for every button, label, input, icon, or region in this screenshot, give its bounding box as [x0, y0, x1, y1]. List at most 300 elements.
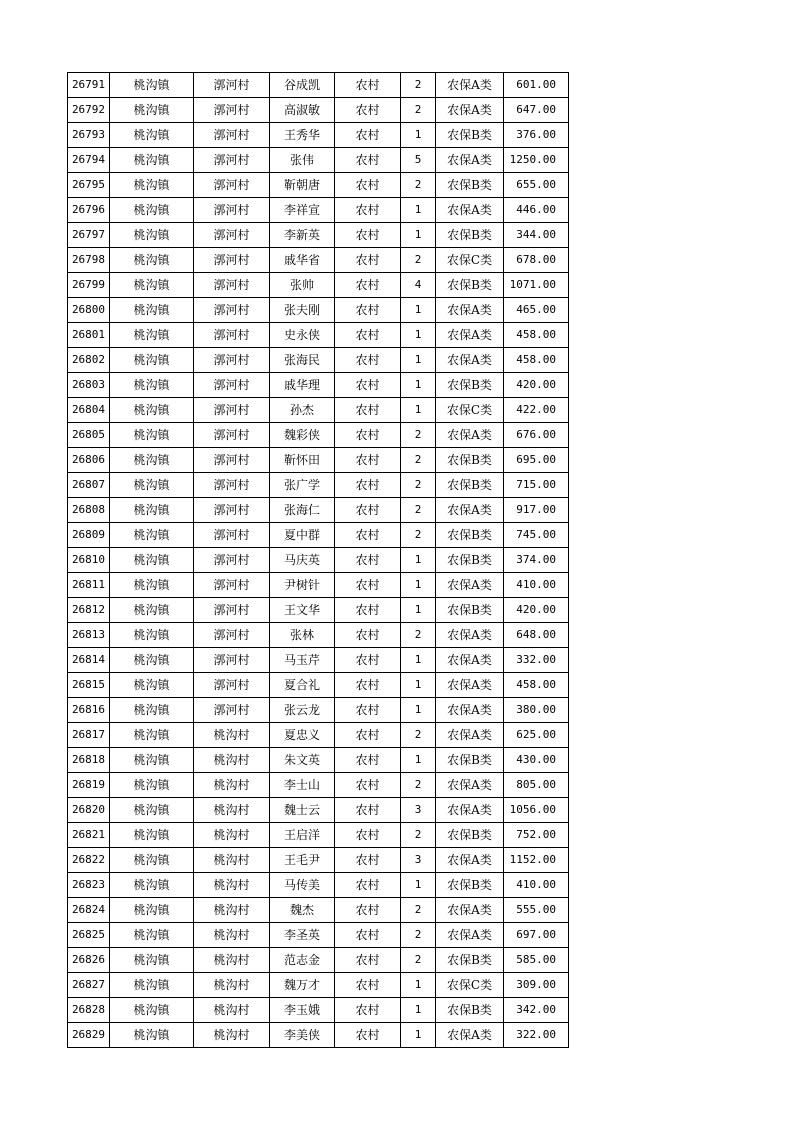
name-cell: 史永侠 [270, 323, 335, 348]
table-row [68, 348, 569, 373]
household-count-cell: 2 [401, 73, 436, 98]
name-cell: 王文华 [270, 598, 335, 623]
town-cell: 桃沟镇 [110, 173, 194, 198]
area-type-cell: 农村 [335, 648, 401, 673]
town-cell: 桃沟镇 [110, 998, 194, 1023]
name-cell: 王毛尹 [270, 848, 335, 873]
table-row [68, 373, 569, 398]
household-count-cell: 5 [401, 148, 436, 173]
record-id-cell: 26802 [68, 348, 110, 373]
village-cell: 漷河村 [194, 648, 270, 673]
category-cell: 农保B类 [436, 223, 504, 248]
area-type-cell: 农村 [335, 423, 401, 448]
amount-cell: 697.00 [504, 923, 569, 948]
data-table [67, 72, 569, 1048]
amount-cell: 676.00 [504, 423, 569, 448]
category-cell: 农保A类 [436, 923, 504, 948]
village-cell: 漷河村 [194, 98, 270, 123]
name-cell: 夏合礼 [270, 673, 335, 698]
category-cell: 农保B类 [436, 598, 504, 623]
category-cell: 农保A类 [436, 773, 504, 798]
area-type-cell: 农村 [335, 1023, 401, 1048]
record-id-cell: 26817 [68, 723, 110, 748]
area-type-cell: 农村 [335, 398, 401, 423]
village-cell: 漷河村 [194, 248, 270, 273]
amount-cell: 446.00 [504, 198, 569, 223]
town-cell: 桃沟镇 [110, 923, 194, 948]
record-id-cell: 26828 [68, 998, 110, 1023]
household-count-cell: 1 [401, 998, 436, 1023]
category-cell: 农保A类 [436, 148, 504, 173]
area-type-cell: 农村 [335, 448, 401, 473]
village-cell: 漷河村 [194, 348, 270, 373]
amount-cell: 625.00 [504, 723, 569, 748]
record-id-cell: 26823 [68, 873, 110, 898]
amount-cell: 648.00 [504, 623, 569, 648]
area-type-cell: 农村 [335, 548, 401, 573]
record-id-cell: 26816 [68, 698, 110, 723]
name-cell: 张海仁 [270, 498, 335, 523]
name-cell: 尹树针 [270, 573, 335, 598]
household-count-cell: 4 [401, 273, 436, 298]
table-row [68, 1023, 569, 1048]
amount-cell: 917.00 [504, 498, 569, 523]
table-row [68, 698, 569, 723]
amount-cell: 458.00 [504, 348, 569, 373]
amount-cell: 1056.00 [504, 798, 569, 823]
household-count-cell: 2 [401, 448, 436, 473]
record-id-cell: 26822 [68, 848, 110, 873]
household-count-cell: 2 [401, 623, 436, 648]
category-cell: 农保B类 [436, 823, 504, 848]
amount-cell: 678.00 [504, 248, 569, 273]
name-cell: 李新英 [270, 223, 335, 248]
household-count-cell: 2 [401, 523, 436, 548]
town-cell: 桃沟镇 [110, 948, 194, 973]
area-type-cell: 农村 [335, 623, 401, 648]
household-count-cell: 1 [401, 973, 436, 998]
village-cell: 漷河村 [194, 598, 270, 623]
amount-cell: 1250.00 [504, 148, 569, 173]
area-type-cell: 农村 [335, 998, 401, 1023]
table-row [68, 398, 569, 423]
town-cell: 桃沟镇 [110, 973, 194, 998]
amount-cell: 374.00 [504, 548, 569, 573]
record-id-cell: 26812 [68, 598, 110, 623]
area-type-cell: 农村 [335, 598, 401, 623]
town-cell: 桃沟镇 [110, 323, 194, 348]
table-row [68, 648, 569, 673]
name-cell: 范志金 [270, 948, 335, 973]
town-cell: 桃沟镇 [110, 623, 194, 648]
category-cell: 农保B类 [436, 123, 504, 148]
household-count-cell: 2 [401, 248, 436, 273]
record-id-cell: 26798 [68, 248, 110, 273]
table-row [68, 998, 569, 1023]
village-cell: 漷河村 [194, 223, 270, 248]
name-cell: 李圣英 [270, 923, 335, 948]
household-count-cell: 1 [401, 1023, 436, 1048]
name-cell: 戚华理 [270, 373, 335, 398]
area-type-cell: 农村 [335, 173, 401, 198]
area-type-cell: 农村 [335, 798, 401, 823]
table-row [68, 548, 569, 573]
area-type-cell: 农村 [335, 498, 401, 523]
record-id-cell: 26821 [68, 823, 110, 848]
amount-cell: 420.00 [504, 598, 569, 623]
amount-cell: 555.00 [504, 898, 569, 923]
amount-cell: 410.00 [504, 873, 569, 898]
category-cell: 农保B类 [436, 173, 504, 198]
village-cell: 桃沟村 [194, 973, 270, 998]
town-cell: 桃沟镇 [110, 873, 194, 898]
name-cell: 张伟 [270, 148, 335, 173]
amount-cell: 752.00 [504, 823, 569, 848]
area-type-cell: 农村 [335, 948, 401, 973]
area-type-cell: 农村 [335, 723, 401, 748]
village-cell: 桃沟村 [194, 823, 270, 848]
record-id-cell: 26826 [68, 948, 110, 973]
table-row [68, 298, 569, 323]
household-count-cell: 1 [401, 648, 436, 673]
name-cell: 朱文英 [270, 748, 335, 773]
household-count-cell: 1 [401, 748, 436, 773]
record-id-cell: 26797 [68, 223, 110, 248]
table-row [68, 598, 569, 623]
area-type-cell: 农村 [335, 123, 401, 148]
household-count-cell: 2 [401, 923, 436, 948]
village-cell: 桃沟村 [194, 898, 270, 923]
household-count-cell: 2 [401, 823, 436, 848]
record-id-cell: 26805 [68, 423, 110, 448]
household-count-cell: 1 [401, 873, 436, 898]
name-cell: 张云龙 [270, 698, 335, 723]
category-cell: 农保C类 [436, 248, 504, 273]
amount-cell: 585.00 [504, 948, 569, 973]
name-cell: 李美侠 [270, 1023, 335, 1048]
table-row [68, 948, 569, 973]
amount-cell: 332.00 [504, 648, 569, 673]
household-count-cell: 2 [401, 898, 436, 923]
name-cell: 张夫刚 [270, 298, 335, 323]
household-count-cell: 3 [401, 798, 436, 823]
record-id-cell: 26791 [68, 73, 110, 98]
town-cell: 桃沟镇 [110, 348, 194, 373]
name-cell: 夏忠义 [270, 723, 335, 748]
table-row [68, 798, 569, 823]
record-id-cell: 26796 [68, 198, 110, 223]
table-row [68, 473, 569, 498]
record-id-cell: 26813 [68, 623, 110, 648]
area-type-cell: 农村 [335, 323, 401, 348]
town-cell: 桃沟镇 [110, 423, 194, 448]
area-type-cell: 农村 [335, 298, 401, 323]
village-cell: 漷河村 [194, 673, 270, 698]
category-cell: 农保A类 [436, 73, 504, 98]
village-cell: 漷河村 [194, 123, 270, 148]
town-cell: 桃沟镇 [110, 273, 194, 298]
table-row [68, 723, 569, 748]
table-row [68, 523, 569, 548]
category-cell: 农保B类 [436, 548, 504, 573]
household-count-cell: 1 [401, 348, 436, 373]
amount-cell: 458.00 [504, 323, 569, 348]
area-type-cell: 农村 [335, 273, 401, 298]
town-cell: 桃沟镇 [110, 73, 194, 98]
table-row [68, 573, 569, 598]
area-type-cell: 农村 [335, 98, 401, 123]
record-id-cell: 26794 [68, 148, 110, 173]
household-count-cell: 1 [401, 698, 436, 723]
amount-cell: 715.00 [504, 473, 569, 498]
area-type-cell: 农村 [335, 348, 401, 373]
record-id-cell: 26824 [68, 898, 110, 923]
name-cell: 魏杰 [270, 898, 335, 923]
record-id-cell: 26811 [68, 573, 110, 598]
village-cell: 漷河村 [194, 573, 270, 598]
record-id-cell: 26829 [68, 1023, 110, 1048]
household-count-cell: 2 [401, 773, 436, 798]
name-cell: 王秀华 [270, 123, 335, 148]
record-id-cell: 26793 [68, 123, 110, 148]
table-row [68, 273, 569, 298]
village-cell: 漷河村 [194, 423, 270, 448]
town-cell: 桃沟镇 [110, 523, 194, 548]
table-row [68, 823, 569, 848]
table-row [68, 173, 569, 198]
area-type-cell: 农村 [335, 748, 401, 773]
name-cell: 李玉娥 [270, 998, 335, 1023]
table-row [68, 973, 569, 998]
amount-cell: 309.00 [504, 973, 569, 998]
category-cell: 农保A类 [436, 798, 504, 823]
table-row [68, 898, 569, 923]
area-type-cell: 农村 [335, 73, 401, 98]
village-cell: 桃沟村 [194, 773, 270, 798]
category-cell: 农保A类 [436, 423, 504, 448]
area-type-cell: 农村 [335, 198, 401, 223]
household-count-cell: 1 [401, 323, 436, 348]
category-cell: 农保B类 [436, 373, 504, 398]
town-cell: 桃沟镇 [110, 698, 194, 723]
village-cell: 桃沟村 [194, 848, 270, 873]
name-cell: 马庆英 [270, 548, 335, 573]
category-cell: 农保B类 [436, 473, 504, 498]
record-id-cell: 26795 [68, 173, 110, 198]
amount-cell: 601.00 [504, 73, 569, 98]
town-cell: 桃沟镇 [110, 223, 194, 248]
amount-cell: 805.00 [504, 773, 569, 798]
household-count-cell: 1 [401, 123, 436, 148]
amount-cell: 380.00 [504, 698, 569, 723]
table-row [68, 148, 569, 173]
household-count-cell: 2 [401, 498, 436, 523]
name-cell: 谷成凯 [270, 73, 335, 98]
record-id-cell: 26815 [68, 673, 110, 698]
table-row [68, 423, 569, 448]
household-count-cell: 1 [401, 573, 436, 598]
category-cell: 农保A类 [436, 648, 504, 673]
category-cell: 农保A类 [436, 498, 504, 523]
record-id-cell: 26799 [68, 273, 110, 298]
village-cell: 漷河村 [194, 548, 270, 573]
village-cell: 漷河村 [194, 523, 270, 548]
household-count-cell: 3 [401, 848, 436, 873]
village-cell: 漷河村 [194, 373, 270, 398]
name-cell: 魏万才 [270, 973, 335, 998]
name-cell: 张海民 [270, 348, 335, 373]
town-cell: 桃沟镇 [110, 898, 194, 923]
town-cell: 桃沟镇 [110, 773, 194, 798]
village-cell: 桃沟村 [194, 723, 270, 748]
table-row [68, 848, 569, 873]
name-cell: 夏中群 [270, 523, 335, 548]
town-cell: 桃沟镇 [110, 673, 194, 698]
category-cell: 农保A类 [436, 573, 504, 598]
household-count-cell: 1 [401, 398, 436, 423]
name-cell: 张广学 [270, 473, 335, 498]
amount-cell: 647.00 [504, 98, 569, 123]
village-cell: 漷河村 [194, 698, 270, 723]
area-type-cell: 农村 [335, 698, 401, 723]
village-cell: 漷河村 [194, 448, 270, 473]
amount-cell: 422.00 [504, 398, 569, 423]
town-cell: 桃沟镇 [110, 798, 194, 823]
record-id-cell: 26801 [68, 323, 110, 348]
name-cell: 魏士云 [270, 798, 335, 823]
household-count-cell: 2 [401, 98, 436, 123]
amount-cell: 420.00 [504, 373, 569, 398]
household-count-cell: 1 [401, 373, 436, 398]
village-cell: 漷河村 [194, 273, 270, 298]
category-cell: 农保A类 [436, 98, 504, 123]
amount-cell: 695.00 [504, 448, 569, 473]
name-cell: 靳朝唐 [270, 173, 335, 198]
area-type-cell: 农村 [335, 248, 401, 273]
area-type-cell: 农村 [335, 873, 401, 898]
area-type-cell: 农村 [335, 573, 401, 598]
table-row [68, 73, 569, 98]
table-row [68, 748, 569, 773]
town-cell: 桃沟镇 [110, 598, 194, 623]
table-row [68, 123, 569, 148]
category-cell: 农保A类 [436, 848, 504, 873]
category-cell: 农保A类 [436, 698, 504, 723]
table-row [68, 498, 569, 523]
table-row [68, 223, 569, 248]
record-id-cell: 26820 [68, 798, 110, 823]
category-cell: 农保A类 [436, 323, 504, 348]
category-cell: 农保B类 [436, 873, 504, 898]
town-cell: 桃沟镇 [110, 498, 194, 523]
area-type-cell: 农村 [335, 898, 401, 923]
town-cell: 桃沟镇 [110, 448, 194, 473]
town-cell: 桃沟镇 [110, 123, 194, 148]
village-cell: 桃沟村 [194, 798, 270, 823]
village-cell: 漷河村 [194, 473, 270, 498]
village-cell: 桃沟村 [194, 1023, 270, 1048]
town-cell: 桃沟镇 [110, 748, 194, 773]
town-cell: 桃沟镇 [110, 473, 194, 498]
table-body [68, 73, 569, 1048]
area-type-cell: 农村 [335, 973, 401, 998]
category-cell: 农保A类 [436, 623, 504, 648]
category-cell: 农保B类 [436, 998, 504, 1023]
village-cell: 桃沟村 [194, 873, 270, 898]
category-cell: 农保A类 [436, 723, 504, 748]
household-count-cell: 1 [401, 548, 436, 573]
village-cell: 漷河村 [194, 398, 270, 423]
record-id-cell: 26825 [68, 923, 110, 948]
area-type-cell: 农村 [335, 673, 401, 698]
category-cell: 农保C类 [436, 973, 504, 998]
area-type-cell: 农村 [335, 473, 401, 498]
name-cell: 马玉芹 [270, 648, 335, 673]
category-cell: 农保A类 [436, 1023, 504, 1048]
table-row [68, 873, 569, 898]
table-row [68, 923, 569, 948]
category-cell: 农保B类 [436, 748, 504, 773]
amount-cell: 430.00 [504, 748, 569, 773]
household-count-cell: 1 [401, 298, 436, 323]
area-type-cell: 农村 [335, 523, 401, 548]
household-count-cell: 1 [401, 598, 436, 623]
record-id-cell: 26827 [68, 973, 110, 998]
record-id-cell: 26807 [68, 473, 110, 498]
amount-cell: 1071.00 [504, 273, 569, 298]
town-cell: 桃沟镇 [110, 98, 194, 123]
table-row [68, 198, 569, 223]
area-type-cell: 农村 [335, 148, 401, 173]
area-type-cell: 农村 [335, 923, 401, 948]
name-cell: 张林 [270, 623, 335, 648]
amount-cell: 344.00 [504, 223, 569, 248]
town-cell: 桃沟镇 [110, 148, 194, 173]
record-id-cell: 26792 [68, 98, 110, 123]
category-cell: 农保C类 [436, 398, 504, 423]
town-cell: 桃沟镇 [110, 823, 194, 848]
name-cell: 戚华省 [270, 248, 335, 273]
record-id-cell: 26800 [68, 298, 110, 323]
village-cell: 桃沟村 [194, 923, 270, 948]
village-cell: 漷河村 [194, 298, 270, 323]
area-type-cell: 农村 [335, 823, 401, 848]
category-cell: 农保B类 [436, 948, 504, 973]
name-cell: 高淑敏 [270, 98, 335, 123]
town-cell: 桃沟镇 [110, 398, 194, 423]
amount-cell: 655.00 [504, 173, 569, 198]
village-cell: 桃沟村 [194, 998, 270, 1023]
household-count-cell: 2 [401, 173, 436, 198]
village-cell: 桃沟村 [194, 948, 270, 973]
name-cell: 魏彩侠 [270, 423, 335, 448]
town-cell: 桃沟镇 [110, 548, 194, 573]
name-cell: 孙杰 [270, 398, 335, 423]
town-cell: 桃沟镇 [110, 723, 194, 748]
category-cell: 农保B类 [436, 273, 504, 298]
table-row [68, 623, 569, 648]
record-id-cell: 26818 [68, 748, 110, 773]
area-type-cell: 农村 [335, 848, 401, 873]
name-cell: 马传美 [270, 873, 335, 898]
category-cell: 农保A类 [436, 673, 504, 698]
town-cell: 桃沟镇 [110, 298, 194, 323]
area-type-cell: 农村 [335, 773, 401, 798]
amount-cell: 465.00 [504, 298, 569, 323]
record-id-cell: 26810 [68, 548, 110, 573]
village-cell: 漷河村 [194, 198, 270, 223]
record-id-cell: 26806 [68, 448, 110, 473]
